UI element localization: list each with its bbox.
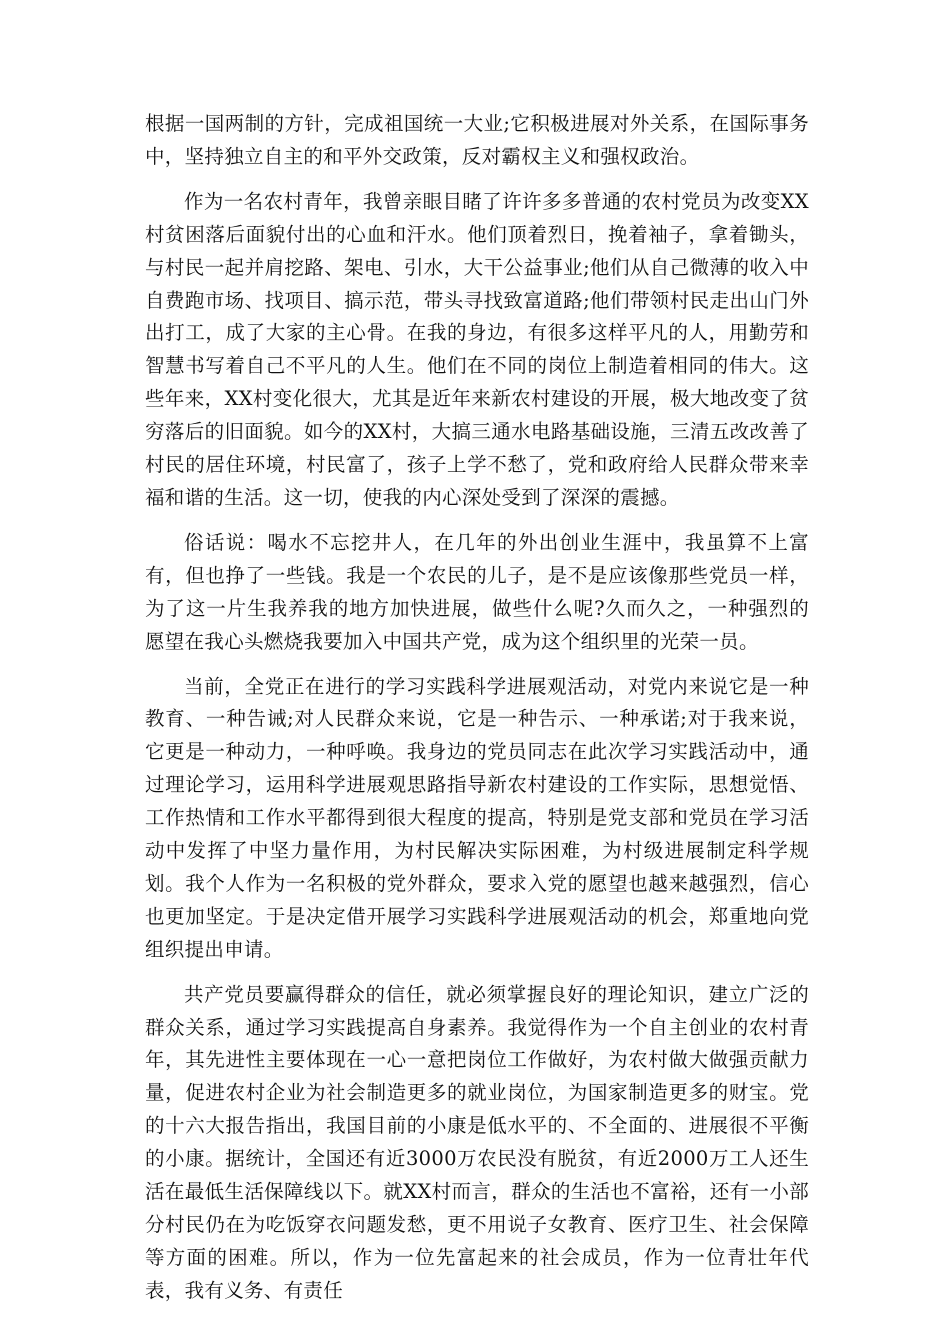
paragraph-4: 当前，全党正在进行的学习实践科学进展观活动，对党内来说它是一种教育、一种告诫;对人民群众来说，它是一种告示、一种承诺;对于我来说，它更是一种动力，一种呼唤。我身边的党员同志在此次学习实践活动中，通过理论学习，运用科学进展观思路指导新农村建设的工作实际，思想觉悟、工作热情和工作水平都得到很大程度的提高，特别是党支部和党员在学习活动中发挥了中坚力量作用，为村民解决实际困难，为村级进展制定科学规划。我个人作为一名积极的党外群众，要求入党的愿望也越来越强烈，信心也更加坚定。于是决定借开展学习实践科学进展观活动的机会，郑重地向党组织提出申请。 [145,674,809,961]
paragraph-2: 作为一名农村青年，我曾亲眼目睹了许许多多普通的农村党员为改变XX村贫困落后面貌付出的心血和汗水。他们顶着烈日，挽着袖子，拿着锄头，与村民一起并肩挖路、架电、引水，大干公益事业;他们从自己微薄的收入中自费跑市场、找项目、搞示范，带头寻找致富道路;他们带领村民走出山门外出打工，成了大家的主心骨。在我的身边，有很多这样平凡的人，用勤劳和智慧书写着自己不平凡的人生。他们在不同的岗位上制造着相同的伟大。这些年来，XX村变化很大，尤其是近年来新农村建设的开展，极大地改变了贫穷落后的旧面貌。如今的XX村，大搞三通水电路基础设施，三清五改改善了村民的居住环境，村民富了，孩子上学不愁了，党和政府给人民群众带来幸福和谐的生活。这一切，使我的内心深处受到了深深的震撼。 [145,189,809,509]
paragraph-1: 根据一国两制的方针，完成祖国统一大业;它积极进展对外关系，在国际事务中，坚持独立自主的和平外交政策，反对霸权主义和强权政治。 [145,112,809,168]
paragraph-3: 俗话说：喝水不忘挖井人，在几年的外出创业生涯中，我虽算不上富有，但也挣了一些钱。我是一个农民的儿子，是不是应该像那些党员一样，为了这一片生我养我的地方加快进展，做些什么呢?久而久之，一种强烈的愿望在我心头燃烧我要加入中国共产党，成为这个组织里的光荣一员。 [145,530,809,653]
document-body [145,108,809,1320]
paragraph-5: 共产党员要赢得群众的信任，就必须掌握良好的理论知识，建立广泛的群众关系，通过学习实践提高自身素养。我觉得作为一个自主创业的农村青年，其先进性主要体现在一心一意把岗位工作做好，为农村做大做强贡献力量，促进农村企业为社会制造更多的就业岗位，为国家制造更多的财宝。党的十六大报告指出，我国目前的小康是低水平的、不全面的、进展很不平衡的小康。据统计，全国还有近3000万农民没有脱贫，有近2000万工人还生活在最低生活保障线以下。就XX村而言，群众的生活也不富裕，还有一小部分村民仍在为吃饭穿衣问题发愁，更不用说子女教育、医疗卫生、社会保障等方面的困难。所以，作为一位先富起来的社会成员，作为一位青壮年代表，我有义务、有责任 [145,982,809,1302]
